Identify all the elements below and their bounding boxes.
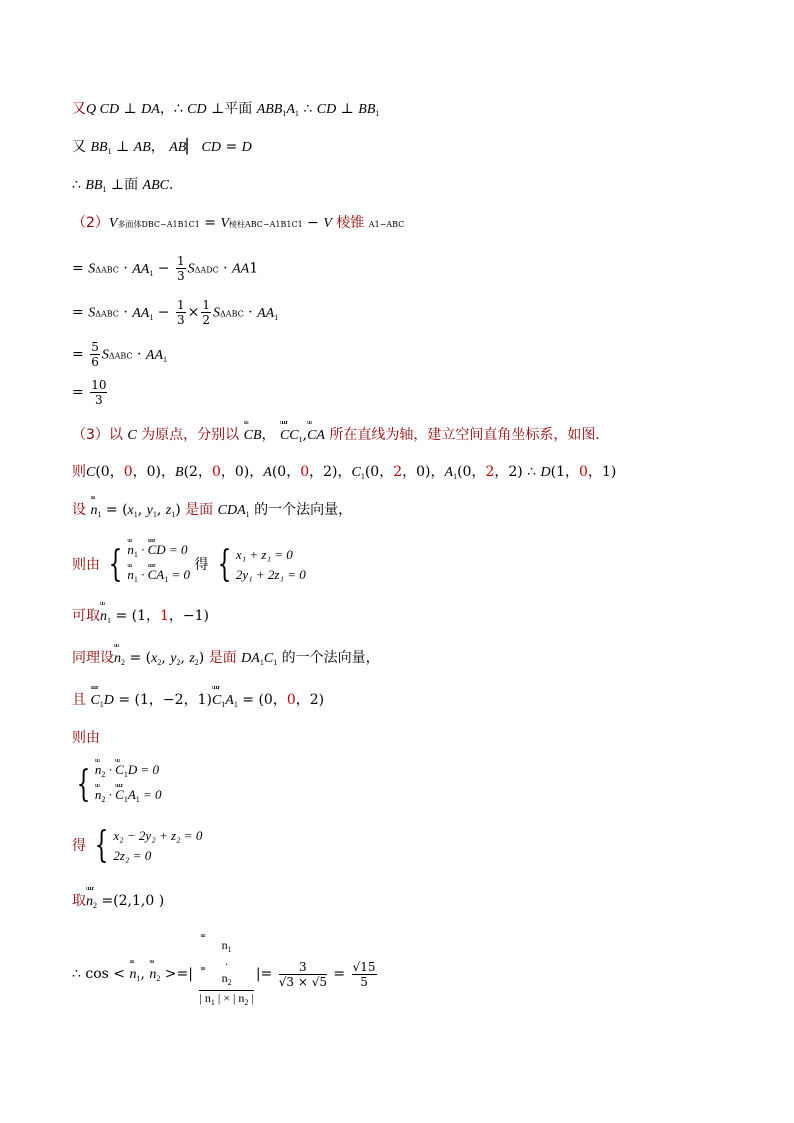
- edge-vectors: 且 uuur $C_1D = (1$，−2，1)uuur $C_1A_1 = (0$，0，2): [72, 693, 324, 709]
- proof-line-1: 又Q CD ⊥ DA，∴ CD ⊥平面 $ABB_1A_1$ ∴ CD ⊥ $BB_1$: [72, 101, 380, 118]
- volume-step-2: = $S\Delta ABC \cdot AA_1$ − $\frac{1}{3}$ × $\frac{1}{2}$ $S\Delta ABC \cdot AA_1$: [72, 298, 279, 327]
- volume-step-3: = $\frac{5}{6}$ $S\Delta ABC \cdot AA_1$: [72, 340, 167, 369]
- proof-line-3: ∴ $BB_1$ ⊥面 ABC．: [72, 177, 183, 194]
- part-3-intro: （3）以 C 为原点，分别以 uu CB， uuur $CC_1,uu$ CA 所在直线为轴，建立空间直角坐标系，如图．: [72, 428, 609, 444]
- then-from: 则由: [72, 730, 100, 746]
- normal-vector-1-system: 则由 { uu $n_1$ · uuur CD = 0 uu $n_1$ · uuur $CA_1 = 0$ 得 { x₁ + z₁ = 0 2y₁ + 2z₁ = 0: [72, 540, 306, 590]
- normal-vector-2-value: 取uuur $n_2 =(2,1,0$ ): [72, 894, 164, 910]
- normal-vector-2-result: 得 { x₂ − 2y₂ + z₂ = 0 2z₂ = 0: [72, 825, 203, 866]
- cosine-result: ∴ cos < uu $n_1$, uu $n_2$ >=| uu $n_1$ · uu $n_2$ | $n_1$ | × | $n_2$ | |= $\frac{3}{√3 \times √5}$ = $\frac{√15}{5}$: [72, 938, 379, 1010]
- coordinates: 则C(0，0，0)，B(2，0，0)，A(0，0，2)，$C_1(0$，2，0)，$A_1(0$，2，2) ∴ D(1，0，1): [72, 464, 617, 481]
- normal-vector-2-def: 同理设uu $n_2 = (x_2$, $y_2$, $z_2$) 是面 $DA_1C_1$ 的一个法向量，: [72, 651, 380, 667]
- proof-line-2: 又 $BB_1$ ⊥ AB， AB▏ CD = D: [72, 139, 252, 156]
- normal-vector-2-system: { uu $n_2$ · uu $C_1D = 0$ uu $n_2$ · uuur $C_1A_1 = 0$: [72, 760, 162, 810]
- normal-vector-1-value: 可取uu $n_1 = (1$，1，−1): [72, 609, 209, 625]
- normal-vector-1-def: 设 uu $n_1 = (x_1$, $y_1$, $z_1$) 是面 $CDA_1$ 的一个法向量，: [72, 503, 352, 519]
- volume-step-1: = $S\Delta ABC \cdot AA_1$ − $\frac{1}{3}$ SΔADC · AA1: [72, 254, 259, 283]
- part-2-volume: （2）V多面体DBC−A1B1C1 = V棱柱ABC−A1B1C1 − V 棱锥 A1−ABC: [72, 215, 405, 231]
- volume-result: = $\frac{10}{3}$: [72, 378, 107, 407]
